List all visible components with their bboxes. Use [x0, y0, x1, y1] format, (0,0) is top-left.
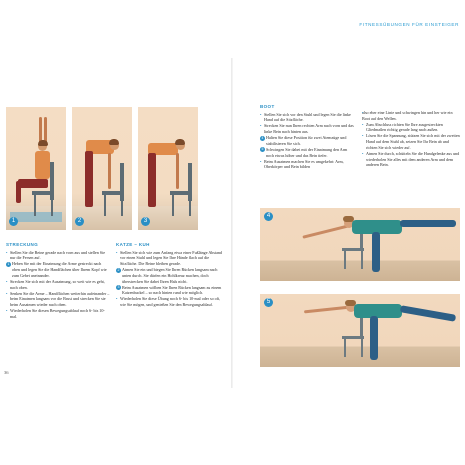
- streckung-section: [6, 242, 110, 320]
- left-page: [4, 58, 226, 388]
- step-badge-1: 1: [9, 217, 18, 226]
- exercise-photo-4: [260, 208, 460, 281]
- exercise-photo-1: [6, 107, 66, 230]
- list-item: • Atmen Sie durch, schütteln Sie die Handgelenke aus und wiederholen Sie alles mit dem anderen Arm und dem anderen Bein.: [362, 151, 460, 168]
- list-item: • Stellen Sie die Beine gerade nach vorn aus und stellen Sie nur die Fersen auf.: [6, 250, 110, 261]
- list-item: 3 Beim Ausatmen wölben Sie Ihren Rücken langsam zu einem Katzenbuckel – so nach hinten rund wie möglich.: [117, 284, 222, 296]
- list-item: • Wiederholen Sie diesen Bewegungsablauf noch 6- bis 10-mal.: [6, 308, 110, 319]
- list-item: 1 Heben Sie mit der Einatmung die Arme gestreckt nach oben und legen Sie die Handflächen über Ihrem Kopf wie zum Gebet aneinander.: [7, 261, 107, 278]
- boot-title: BOOT: [260, 104, 275, 109]
- step-badge-3-inline: 3: [117, 284, 120, 289]
- list-item: • Strecken Sie nun Ihren rechten Arm nach vorn und das linke Bein nach hinten aus.: [260, 123, 356, 134]
- list-item: • Stellen Sie sich wie zum Anfang etwa einer Fußlänge Abstand vor einen Stuhl und legen Sie Ihre Hände flach auf die Sitzfläche. Die Beine bleiben gerade.: [116, 250, 224, 267]
- step-badge-4-inline: 4: [261, 135, 264, 140]
- step-badge-5-inline: 5: [261, 147, 264, 152]
- running-head: FITNESSÜBUNGEN FÜR EINSTEIGER: [359, 22, 459, 27]
- list-item: 4 Halten Sie diese Position für zwei Atemzüge und stabilisieren Sie sich.: [261, 135, 347, 146]
- step-badge-2-inline: 2: [117, 267, 120, 272]
- katze-kuh-section: [116, 242, 224, 308]
- step-badge-1-inline: 1: [7, 261, 10, 266]
- boot-section-continued: [362, 110, 460, 168]
- exercise-photo-2: [72, 107, 132, 230]
- list-item: 5 Schwingen Sie dabei mit der Einatmung den Arm noch etwas höher und das Bein tiefer.: [261, 146, 348, 158]
- book-gutter: [231, 58, 233, 388]
- exercise-photo-5: [260, 294, 460, 367]
- right-page: [238, 58, 462, 388]
- list-item: • also eher eine Linie und schwingen hin und her wie ein Boot auf den Wellen.: [362, 110, 460, 121]
- step-badge-3: 3: [141, 217, 150, 226]
- list-item: • Senken Sie die Arme – Handflächen weiterhin aufeinander – beim Einatmen langsam vor die Brust und strecken Sie sie beim Ausatmen wieder nach oben.: [6, 291, 110, 308]
- step-badge-5: 5: [264, 298, 273, 307]
- streckung-title: STRECKUNG: [6, 242, 39, 247]
- boot-section: [260, 104, 356, 170]
- list-item: 2 Atmen Sie ein und biegen Sie Ihren Rücken langsam nach unten durch. Sie dürfen ein Hohlkreuz machen, doch überstrecken Sie dabei Ihren Hals nicht.: [117, 267, 218, 284]
- list-item: • Zum Abschluss richten Sie Ihre ausgestreckten Gliedmaßen richtig gerade lang nach außen.: [362, 122, 460, 133]
- list-item: • Stellen Sie sich vor den Stuhl und legen Sie die linke Hand auf die Sitzfläche.: [260, 112, 356, 123]
- list-item: • Lösen Sie die Spannung, stützen Sie sich mit der zweiten Hand auf dem Stuhl ab, setzen Sie Ihr Bein ab und richten Sie sich wieder auf.: [362, 133, 460, 150]
- page-number: 36: [4, 370, 9, 375]
- list-item: • Strecken Sie sich mit der Ausatmung, so weit wie es geht, nach oben.: [6, 279, 110, 290]
- list-item: • Beim Ausatmen machen Sie es umgekehrt: Arm, Oberkörper und Bein bilden: [260, 159, 356, 170]
- exercise-photo-3: [138, 107, 198, 230]
- step-badge-2: 2: [75, 217, 84, 226]
- list-item: • Wiederholen Sie diese Übung noch 6- bis 10-mal oder so oft, wie Sie mögen, und genießen Sie den Bewegungsablauf.: [116, 296, 224, 307]
- katze-kuh-title: KATZE – KUH: [116, 242, 150, 247]
- step-badge-4: 4: [264, 212, 273, 221]
